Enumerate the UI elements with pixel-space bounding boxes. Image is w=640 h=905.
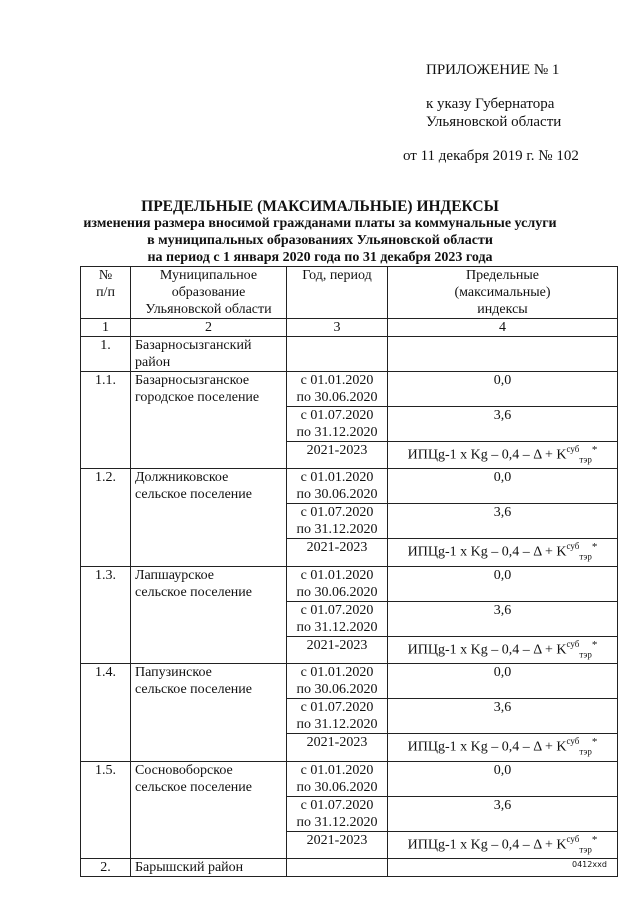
row-num: 1.1. — [81, 372, 131, 469]
district-row — [81, 859, 618, 877]
period-cell: с 01.01.2020 по 30.06.2020 — [287, 566, 388, 601]
table-header-row — [81, 267, 618, 319]
doc-subtitle-1: изменения размера вносимой гражданами платы за коммунальные услуги — [83, 216, 557, 231]
period-cell: с 01.07.2020 по 31.12.2020 — [287, 407, 388, 442]
period-cell: с 01.01.2020 по 30.06.2020 — [287, 664, 388, 699]
decree-line1: к указу Губернатора — [426, 96, 555, 112]
column-number-row — [81, 319, 618, 337]
district-row — [81, 337, 618, 372]
municipality-name: Папузинское сельское поселение — [131, 664, 287, 761]
document-stamp: 0412xxd — [572, 860, 607, 869]
period-cell: с 01.07.2020 по 31.12.2020 — [287, 601, 388, 636]
index-formula: ИПЦg-1 x $Kg - 0,4 - \Delta + K^{суб}_{тэр}^*$ — [388, 539, 618, 566]
row-num: 1.5. — [81, 761, 131, 858]
doc-subtitle-2: в муниципальных образованиях Ульяновской области — [147, 233, 493, 248]
period-cell: 2021-2023 — [287, 831, 388, 858]
district-num: 1. — [81, 337, 131, 372]
period-cell: 2021-2023 — [287, 442, 388, 469]
table-row — [81, 664, 618, 699]
index-formula: ИПЦg-1 x $Kg - 0,4 - \Delta + K^{суб}_{тэр}^*$ — [388, 734, 618, 761]
index-value: 0,0 — [388, 761, 618, 796]
table-row — [81, 372, 618, 407]
row-num: 1.2. — [81, 469, 131, 566]
period-cell: 2021-2023 — [287, 734, 388, 761]
district-name: Базарносызганский район — [131, 337, 287, 372]
col-number-1: 1 — [81, 319, 131, 337]
appendix-label: ПРИЛОЖЕНИЕ № 1 — [426, 62, 560, 78]
index-value: 0,0 — [388, 664, 618, 699]
index-value: 0,0 — [388, 566, 618, 601]
index-value: 0,0 — [388, 372, 618, 407]
index-value: 3,6 — [388, 407, 618, 442]
index-value: 3,6 — [388, 504, 618, 539]
period-cell: 2021-2023 — [287, 636, 388, 663]
index-value: 0,0 — [388, 469, 618, 504]
period-cell: с 01.01.2020 по 30.06.2020 — [287, 469, 388, 504]
col-number-4: 4 — [388, 319, 618, 337]
district-name: Барышский район — [131, 859, 287, 877]
row-num: 1.3. — [81, 566, 131, 663]
index-formula: ИПЦg-1 x $Kg - 0,4 - \Delta + K^{суб}_{тэр}^*$ — [388, 831, 618, 858]
period-cell: с 01.07.2020 по 31.12.2020 — [287, 796, 388, 831]
period-cell: с 01.07.2020 по 31.12.2020 — [287, 504, 388, 539]
doc-title: ПРЕДЕЛЬНЫЕ (МАКСИМАЛЬНЫЕ) ИНДЕКСЫ — [141, 198, 499, 215]
index-formula: ИПЦg-1 x $Kg - 0,4 - \Delta + K^{суб}_{тэр}^*$ — [388, 442, 618, 469]
municipality-name: Лапшаурское сельское поселение — [131, 566, 287, 663]
col-number-2: 2 — [131, 319, 287, 337]
index-value: 3,6 — [388, 796, 618, 831]
period-cell: с 01.01.2020 по 30.06.2020 — [287, 761, 388, 796]
district-num: 2. — [81, 859, 131, 877]
index-formula: ИПЦg-1 x $Kg - 0,4 - \Delta + K^{суб}_{тэр}^*$ — [388, 636, 618, 663]
table-row — [81, 469, 618, 504]
period-cell: с 01.07.2020 по 31.12.2020 — [287, 699, 388, 734]
col-number-3: 3 — [287, 319, 388, 337]
period-cell: 2021-2023 — [287, 539, 388, 566]
index-value: 3,6 — [388, 601, 618, 636]
doc-subtitle-3: на период с 1 января 2020 года по 31 декабря 2023 года — [147, 250, 493, 265]
decree-line2: Ульяновской области — [426, 114, 562, 130]
header-index: Предельные (максимальные) индексы — [388, 267, 618, 319]
table-row — [81, 566, 618, 601]
municipality-name: Должниковское сельское поселение — [131, 469, 287, 566]
header-period: Год, период — [287, 267, 388, 319]
period-cell: с 01.01.2020 по 30.06.2020 — [287, 372, 388, 407]
decree-date: от 11 декабря 2019 г. № 102 — [403, 148, 579, 164]
municipality-name: Базарносызганское городское поселение — [131, 372, 287, 469]
municipality-name: Сосновоборское сельское поселение — [131, 761, 287, 858]
indices-table — [80, 266, 618, 877]
index-value: 3,6 — [388, 699, 618, 734]
header-municipality: Муниципальное образование Ульяновской области — [131, 267, 287, 319]
row-num: 1.4. — [81, 664, 131, 761]
header-num: № п/п — [81, 267, 131, 319]
table-row — [81, 761, 618, 796]
